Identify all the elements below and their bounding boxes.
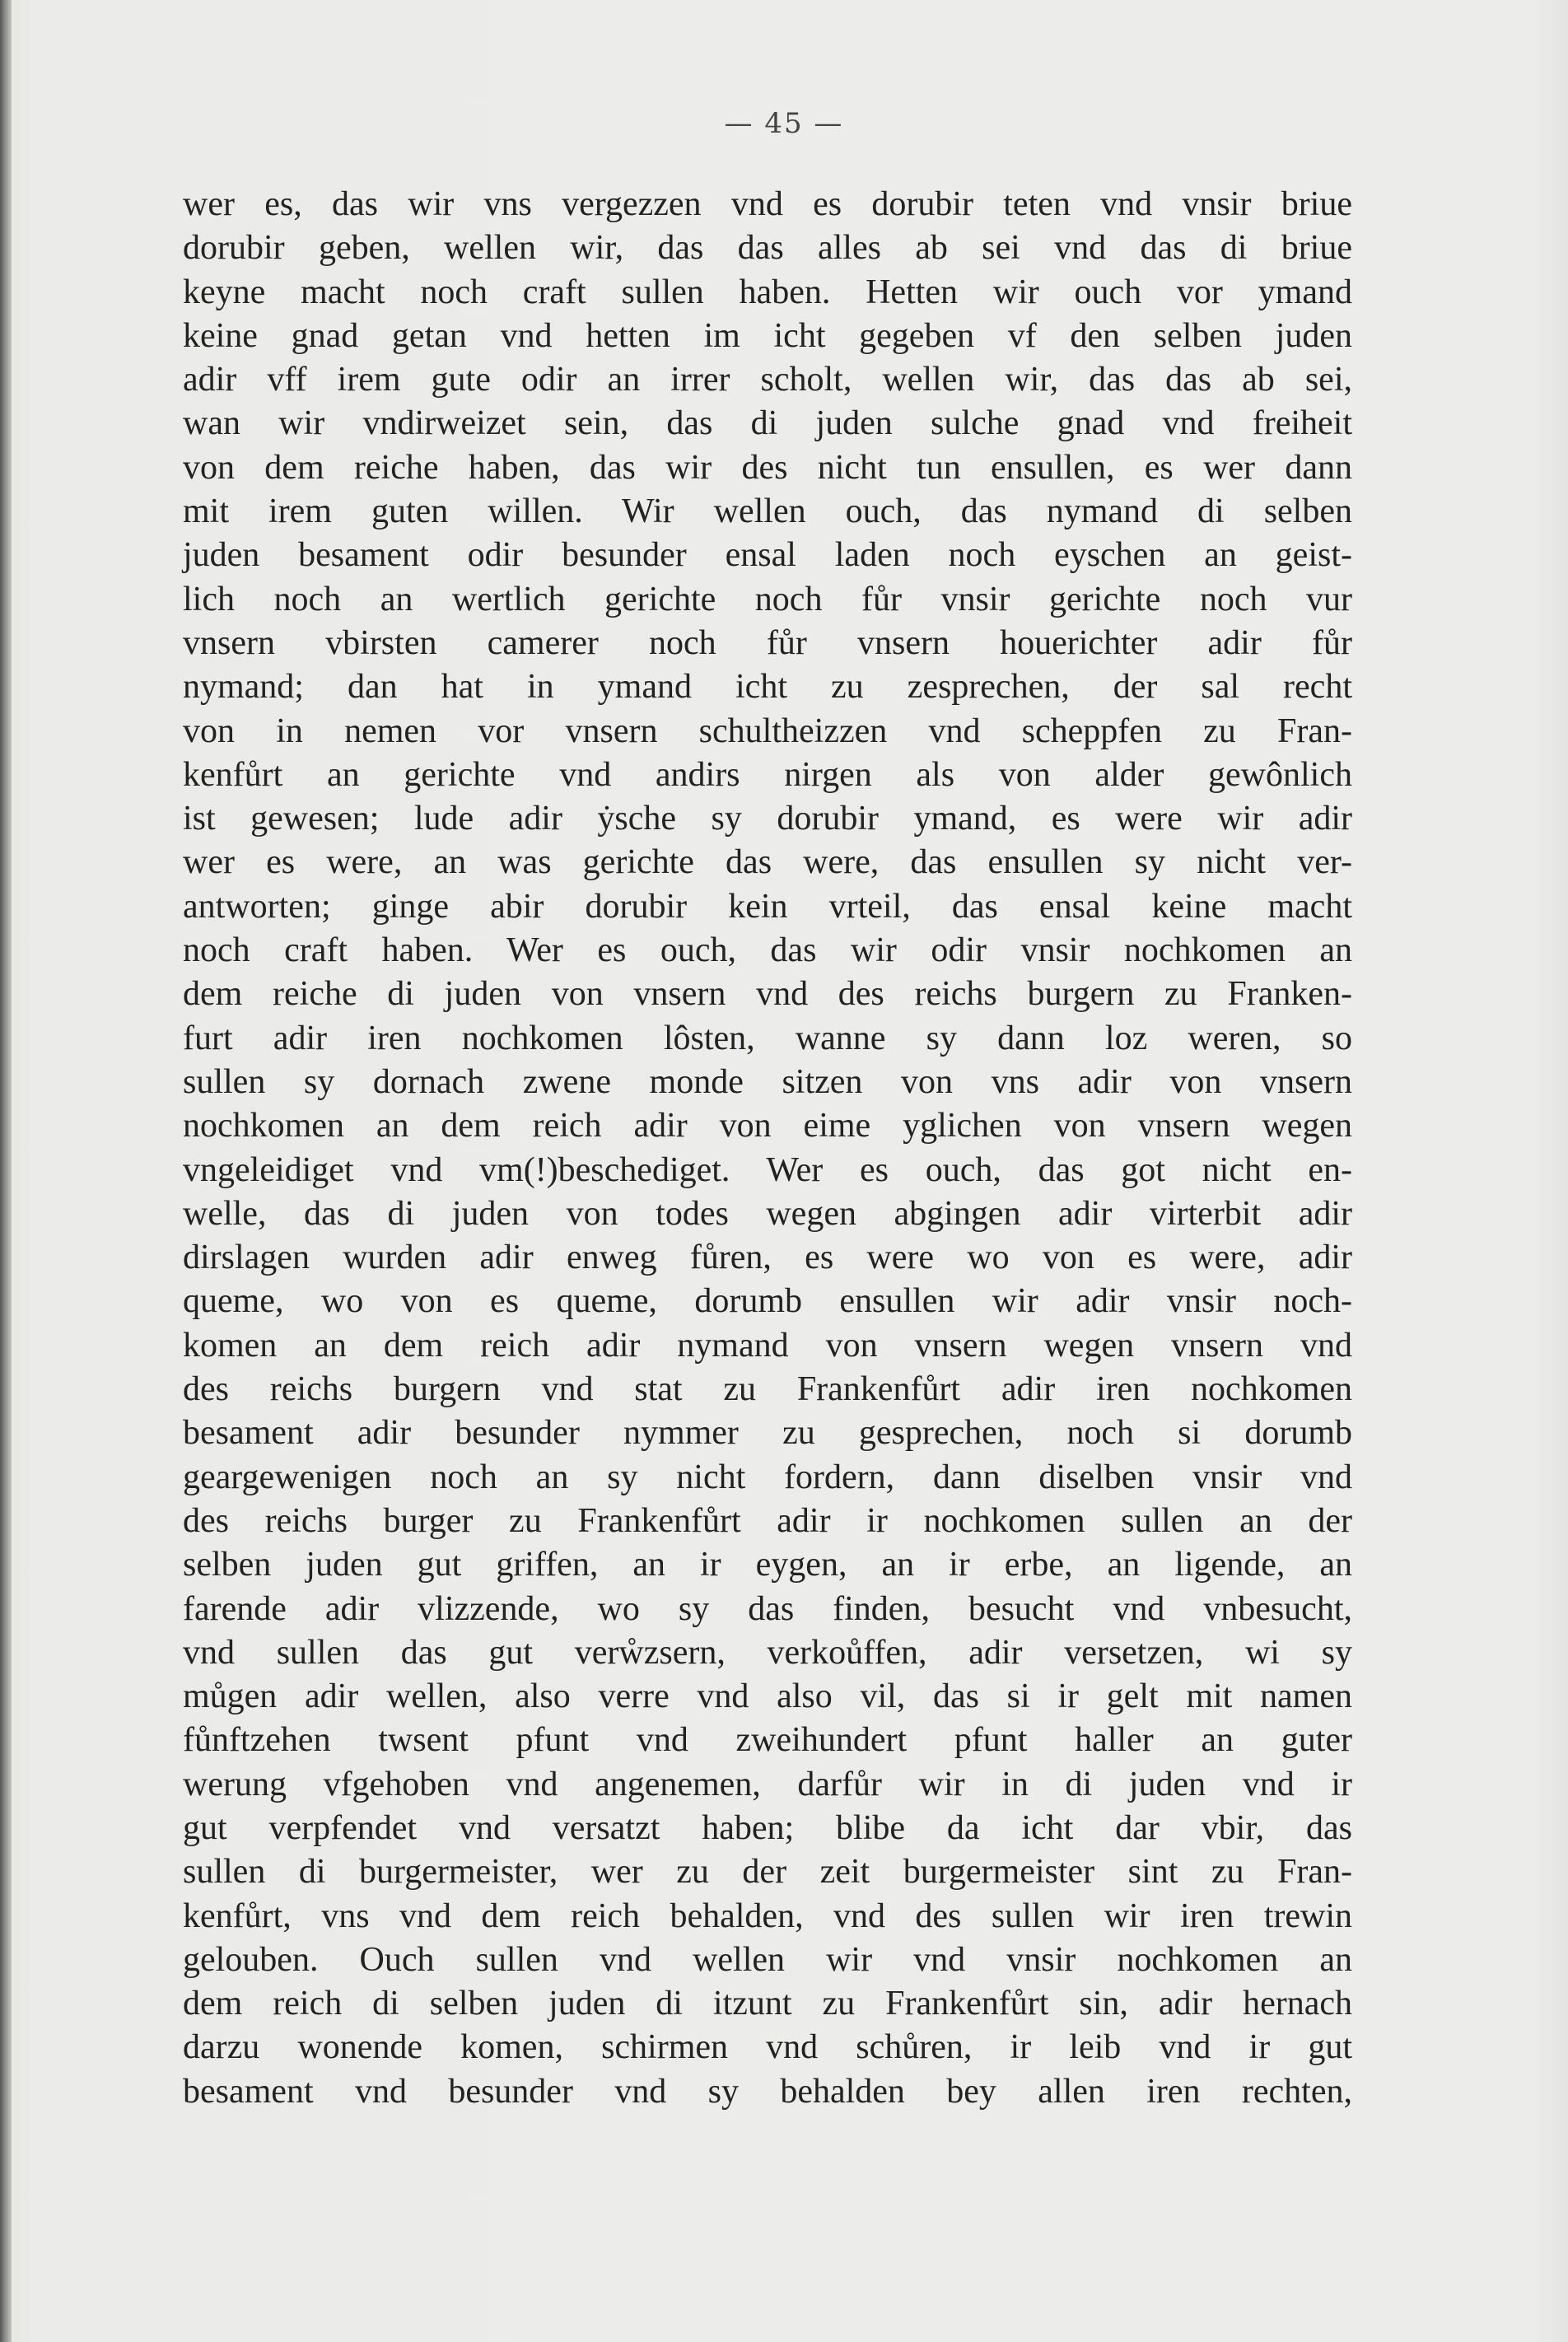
- text-line: antworten; ginge abir dorubir kein vrteil, das ensal keine macht: [183, 887, 1352, 926]
- text-line: mit irem guten willen. Wir wellen ouch, das nymand di selben: [183, 492, 1352, 531]
- text-line: von dem reiche haben, das wir des nicht tun ensullen, es wer dann: [183, 448, 1352, 487]
- text-line: geargewenigen noch an sy nicht fordern, dann diselben vnsir vnd: [183, 1458, 1352, 1496]
- text-line: můgen adir wellen, also verre vnd also vil, das si ir gelt mit namen: [183, 1677, 1352, 1716]
- text-line: keine gnad getan vnd hetten im icht gegeben vf den selben juden: [183, 316, 1352, 355]
- text-line: kenfůrt an gerichte vnd andirs nirgen als von alder gewônlich: [183, 755, 1352, 794]
- text-line: wer es were, an was gerichte das were, das ensullen sy nicht ver-: [183, 843, 1352, 882]
- text-line: farende adir vlizzende, wo sy das finden, besucht vnd vnbesucht,: [183, 1589, 1352, 1628]
- text-line: welle, das di juden von todes wegen abgingen adir virterbit adir: [183, 1194, 1352, 1233]
- page-text-body: [183, 183, 1352, 2114]
- text-line: dem reiche di juden von vnsern vnd des reichs burgern zu Franken-: [183, 975, 1352, 1014]
- text-line: gut verpfendet vnd versatzt haben; blibe da icht dar vbir, das: [183, 1808, 1352, 1847]
- text-line: selben juden gut griffen, an ir eygen, an ir erbe, an ligende, an: [183, 1546, 1352, 1584]
- text-line: komen an dem reich adir nymand von vnsern wegen vnsern vnd: [183, 1326, 1352, 1365]
- text-line: dem reich di selben juden di itzunt zu Frankenfůrt sin, adir hernach: [183, 1985, 1352, 2023]
- text-line: adir vff irem gute odir an irrer scholt, wellen wir, das das ab sei,: [183, 361, 1352, 399]
- text-line: dirslagen wurden adir enweg fůren, es were wo von es were, adir: [183, 1239, 1352, 1277]
- text-line: werung vfgehoben vnd angenemen, darfůr wir in di juden vnd ir: [183, 1765, 1352, 1803]
- text-line: vnd sullen das gut verẘzsern, verkoůffen, adir versetzen, wi sy: [183, 1633, 1352, 1672]
- text-line: keyne macht noch craft sullen haben. Hetten wir ouch vor ymand: [183, 273, 1352, 311]
- text-line: des reichs burgern vnd stat zu Frankenfůrt adir iren nochkomen: [183, 1370, 1352, 1409]
- text-line: besament adir besunder nymmer zu gesprechen, noch si dorumb: [183, 1414, 1352, 1453]
- text-line: kenfůrt, vns vnd dem reich behalden, vnd des sullen wir iren trewin: [183, 1896, 1352, 1935]
- text-line: darzu wonende komen, schirmen vnd schůren, ir leib vnd ir gut: [183, 2028, 1352, 2067]
- text-line: des reichs burger zu Frankenfůrt adir ir nochkomen sullen an der: [183, 1501, 1352, 1540]
- text-line: sullen di burgermeister, wer zu der zeit burgermeister sint zu Fran-: [183, 1853, 1352, 1892]
- text-line: vngeleidiget vnd vm(!)beschediget. Wer es ouch, das got nicht en-: [183, 1150, 1352, 1189]
- text-line: noch craft haben. Wer es ouch, das wir odir vnsir nochkomen an: [183, 931, 1352, 970]
- book-binding-edge: [0, 0, 12, 2342]
- text-line: von in nemen vor vnsern schultheizzen vnd scheppfen zu Fran-: [183, 711, 1352, 750]
- text-line: wan wir vndirweizet sein, das di juden sulche gnad vnd freiheit: [183, 404, 1352, 443]
- text-line: queme, wo von es queme, dorumb ensullen wir adir vnsir noch-: [183, 1282, 1352, 1321]
- text-line: dorubir geben, wellen wir, das das alles ab sei vnd das di briue: [183, 229, 1352, 268]
- page-number: — 45 —: [724, 107, 844, 140]
- text-line: fůnftzehen twsent pfunt vnd zweihundert pfunt haller an guter: [183, 1721, 1352, 1760]
- text-line: ist gewesen; lude adir ẏsche sy dorubir ymand, es were wir adir: [183, 800, 1352, 838]
- text-line: sullen sy dornach zwene monde sitzen von vns adir von vnsern: [183, 1062, 1352, 1101]
- text-line: lich noch an wertlich gerichte noch fůr vnsir gerichte noch vur: [183, 580, 1352, 618]
- text-line: nymand; dan hat in ymand icht zu zesprechen, der sal recht: [183, 668, 1352, 707]
- text-line: juden besament odir besunder ensal laden noch eyschen an geist-: [183, 536, 1352, 575]
- text-line: besament vnd besunder vnd sy behalden bey allen iren rechten,: [183, 2072, 1352, 2111]
- text-line: furt adir iren nochkomen lôsten, wanne sy dann loz weren, so: [183, 1019, 1352, 1057]
- text-line: nochkomen an dem reich adir von eime yglichen von vnsern wegen: [183, 1107, 1352, 1145]
- text-line: vnsern vbirsten camerer noch fůr vnsern houerichter adir fůr: [183, 623, 1352, 662]
- text-line: gelouben. Ouch sullen vnd wellen wir vnd vnsir nochkomen an: [183, 1940, 1352, 1979]
- text-line: wer es, das wir vns vergezzen vnd es dorubir teten vnd vnsir briue: [183, 185, 1352, 223]
